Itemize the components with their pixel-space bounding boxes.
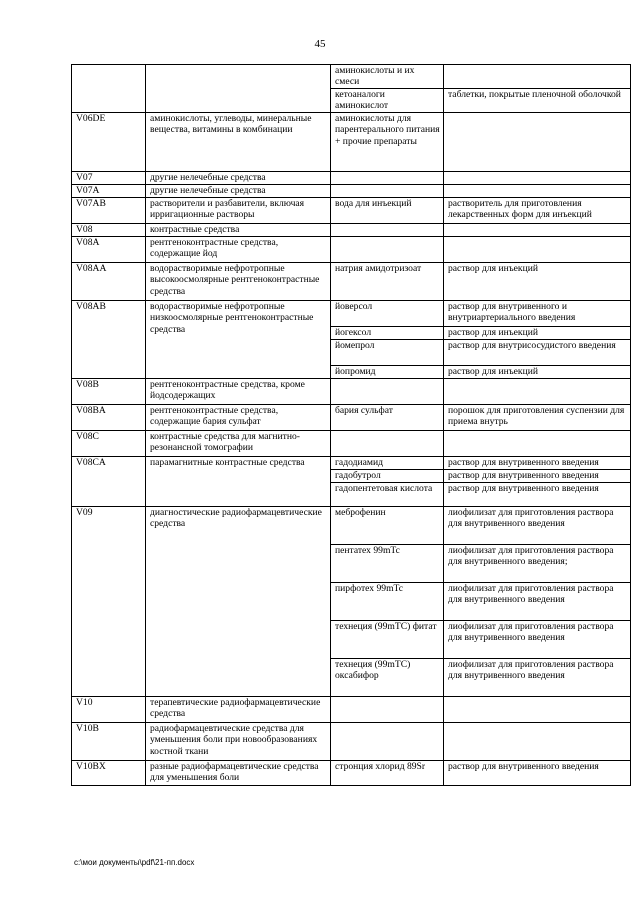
page-number: 45 <box>314 38 326 50</box>
dosage-form-cell: раствор для инъекций <box>444 366 631 379</box>
table-row <box>72 198 631 224</box>
group-name-cell: рентгеноконтрастные средства, содержащие бария сульфат <box>146 405 331 431</box>
group-name-cell: контрастные средства <box>146 224 331 237</box>
footer-file-path: c:\мои документы\pdf\21-пп.docx <box>74 858 195 867</box>
dosage-form-cell: раствор для внутривенного введения <box>444 470 631 483</box>
table-row <box>72 65 631 89</box>
drug-name-cell: аминокислоты и их смеси <box>331 65 444 89</box>
table-row <box>72 431 631 457</box>
group-name-cell: водорастворимые нефротропные высокоосмолярные рентгеноконтрастные средства <box>146 263 331 301</box>
dosage-form-cell: лиофилизат для приготовления раствора для внутривенного введения <box>444 621 631 659</box>
group-name-cell <box>146 65 331 113</box>
drug-name-cell: аминокислоты для парентерального питания + прочие препараты <box>331 113 444 172</box>
dosage-form-cell <box>444 379 631 405</box>
drug-name-cell: гадодиамид <box>331 457 444 470</box>
dosage-form-cell: порошок для приготовления суспензии для приема внутрь <box>444 405 631 431</box>
group-name-cell: растворители и разбавители, включая ирригационные растворы <box>146 198 331 224</box>
group-name-cell: парамагнитные контрастные средства <box>146 457 331 507</box>
drug-name-cell <box>331 185 444 198</box>
drug-name-cell: кетоаналоги аминокислот <box>331 89 444 113</box>
dosage-form-cell <box>444 723 631 761</box>
group-name-cell: другие нелечебные средства <box>146 172 331 185</box>
drug-name-cell: технеция (99mTC) оксабифор <box>331 659 444 697</box>
table-row <box>72 761 631 786</box>
dosage-form-cell: раствор для внутривенного введения <box>444 761 631 786</box>
table-row <box>72 185 631 198</box>
drug-name-cell: йоверсол <box>331 301 444 327</box>
drug-name-cell <box>331 172 444 185</box>
table-row <box>72 405 631 431</box>
dosage-form-cell: раствор для внутривенного введения <box>444 457 631 470</box>
atc-code-cell: V06DE <box>72 113 146 172</box>
drug-name-cell: гадопентетовая кислота <box>331 483 444 507</box>
table-row <box>72 301 631 327</box>
dosage-form-cell <box>444 224 631 237</box>
atc-code-cell: V08A <box>72 237 146 263</box>
dosage-form-cell <box>444 185 631 198</box>
dosage-form-cell: раствор для инъекций <box>444 263 631 301</box>
atc-code-cell: V08 <box>72 224 146 237</box>
dosage-form-cell <box>444 431 631 457</box>
group-name-cell: контрастные средства для магнитно-резонансной томографии <box>146 431 331 457</box>
drug-name-cell <box>331 697 444 723</box>
atc-code-cell: V08CA <box>72 457 146 507</box>
drug-name-cell: пирфотех 99mTc <box>331 583 444 621</box>
table-row <box>72 457 631 470</box>
table-row <box>72 172 631 185</box>
dosage-form-cell: лиофилизат для приготовления раствора для внутривенного введения <box>444 507 631 545</box>
drug-name-cell <box>331 237 444 263</box>
table-row <box>72 507 631 545</box>
dosage-form-cell: лиофилизат для приготовления раствора для внутривенного введения; <box>444 545 631 583</box>
dosage-form-cell <box>444 65 631 89</box>
dosage-form-cell: раствор для внутривенного и внутриартериального введения <box>444 301 631 327</box>
atc-code-cell: V07A <box>72 185 146 198</box>
table-row <box>72 113 631 172</box>
atc-code-cell: V08BA <box>72 405 146 431</box>
drug-name-cell <box>331 379 444 405</box>
atc-code-cell: V10BX <box>72 761 146 786</box>
group-name-cell: диагностические радиофармацевтические средства <box>146 507 331 697</box>
group-name-cell: другие нелечебные средства <box>146 185 331 198</box>
group-name-cell: рентгеноконтрастные средства, кроме йодсодержащих <box>146 379 331 405</box>
atc-code-cell: V10B <box>72 723 146 761</box>
atc-code-cell <box>72 65 146 113</box>
atc-code-cell: V07AB <box>72 198 146 224</box>
atc-code-cell: V08AA <box>72 263 146 301</box>
dosage-form-cell <box>444 237 631 263</box>
drug-name-cell <box>331 431 444 457</box>
dosage-form-cell <box>444 113 631 172</box>
table-row <box>72 379 631 405</box>
table-row <box>72 723 631 761</box>
drug-name-cell: йомепрол <box>331 340 444 366</box>
group-name-cell: разные радиофармацевтические средства для уменьшения боли <box>146 761 331 786</box>
table-row <box>72 697 631 723</box>
table-row <box>72 224 631 237</box>
drug-name-cell: пентатех 99mTc <box>331 545 444 583</box>
atc-code-cell: V10 <box>72 697 146 723</box>
dosage-form-cell: лиофилизат для приготовления раствора для внутривенного введения <box>444 659 631 697</box>
drug-name-cell: меброфенин <box>331 507 444 545</box>
group-name-cell: радиофармацевтические средства для уменьшения боли при новообразованиях костной ткани <box>146 723 331 761</box>
dosage-form-cell: лиофилизат для приготовления раствора для внутривенного введения <box>444 583 631 621</box>
drug-name-cell: натрия амидотризоат <box>331 263 444 301</box>
dosage-form-cell <box>444 697 631 723</box>
group-name-cell: рентгеноконтрастные средства, содержащие йод <box>146 237 331 263</box>
dosage-form-cell: таблетки, покрытые пленочной оболочкой <box>444 89 631 113</box>
atc-code-cell: V08AB <box>72 301 146 379</box>
drug-name-cell: технеция (99mTC) фитат <box>331 621 444 659</box>
group-name-cell: аминокислоты, углеводы, минеральные вещества, витамины в комбинации <box>146 113 331 172</box>
dosage-form-cell: раствор для внутрисосудистого введения <box>444 340 631 366</box>
drug-name-cell <box>331 224 444 237</box>
atc-code-cell: V08B <box>72 379 146 405</box>
dosage-form-cell <box>444 172 631 185</box>
drug-name-cell <box>331 723 444 761</box>
table-body <box>72 65 631 786</box>
dosage-form-cell: раствор для инъекций <box>444 327 631 340</box>
atc-code-cell: V09 <box>72 507 146 697</box>
atc-code-cell: V08C <box>72 431 146 457</box>
drug-name-cell: йопромид <box>331 366 444 379</box>
atc-code-cell: V07 <box>72 172 146 185</box>
drug-classification-table <box>71 64 631 786</box>
dosage-form-cell: раствор для внутривенного введения <box>444 483 631 507</box>
drug-name-cell: йогексол <box>331 327 444 340</box>
table-row <box>72 237 631 263</box>
group-name-cell: водорастворимые нефротропные низкоосмолярные рентгеноконтрастные средства <box>146 301 331 379</box>
drug-name-cell: стронция хлорид 89Sr <box>331 761 444 786</box>
drug-name-cell: вода для инъекций <box>331 198 444 224</box>
drug-name-cell: бария сульфат <box>331 405 444 431</box>
group-name-cell: терапевтические радиофармацевтические средства <box>146 697 331 723</box>
table-row <box>72 263 631 301</box>
dosage-form-cell: растворитель для приготовления лекарственных форм для инъекций <box>444 198 631 224</box>
drug-name-cell: гадобутрол <box>331 470 444 483</box>
